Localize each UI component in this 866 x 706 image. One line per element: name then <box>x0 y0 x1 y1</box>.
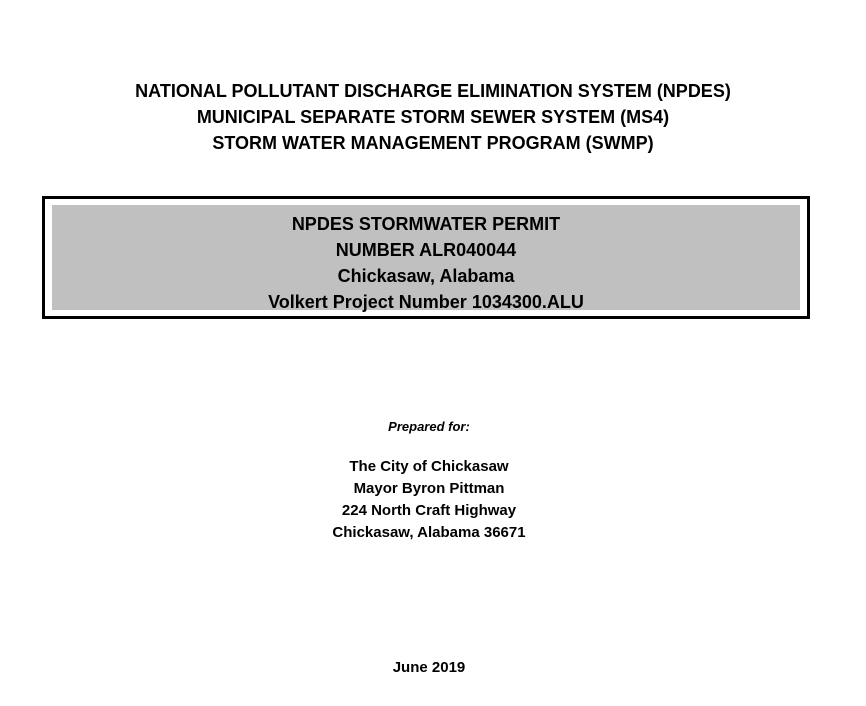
client-city-state-zip: Chickasaw, Alabama 36671 <box>332 524 526 541</box>
prepared-for-label: Prepared for: <box>388 419 470 434</box>
client-street: 224 North Craft Highway <box>341 502 517 519</box>
permit-heading: NPDES STORMWATER PERMIT <box>291 214 561 234</box>
client-name: The City of Chickasaw <box>349 458 509 475</box>
report-date: June 2019 <box>392 659 466 676</box>
client-contact: Mayor Byron Pittman <box>353 480 505 497</box>
permit-info-shading <box>52 205 800 310</box>
project-number: Volkert Project Number 1034300.ALU <box>268 292 584 312</box>
client-address-block <box>0 456 858 544</box>
permit-info-box <box>42 196 810 319</box>
title-line-ms4: MUNICIPAL SEPARATE STORM SEWER SYSTEM (MS4) <box>196 107 670 127</box>
title-line-swmp: STORM WATER MANAGEMENT PROGRAM (SWMP) <box>212 133 654 153</box>
permit-location: Chickasaw, Alabama <box>337 266 515 286</box>
permit-number: NUMBER ALR040044 <box>335 240 517 260</box>
document-title <box>0 78 866 156</box>
title-line-npdes: NATIONAL POLLUTANT DISCHARGE ELIMINATION SYSTEM (NPDES) <box>135 81 731 101</box>
